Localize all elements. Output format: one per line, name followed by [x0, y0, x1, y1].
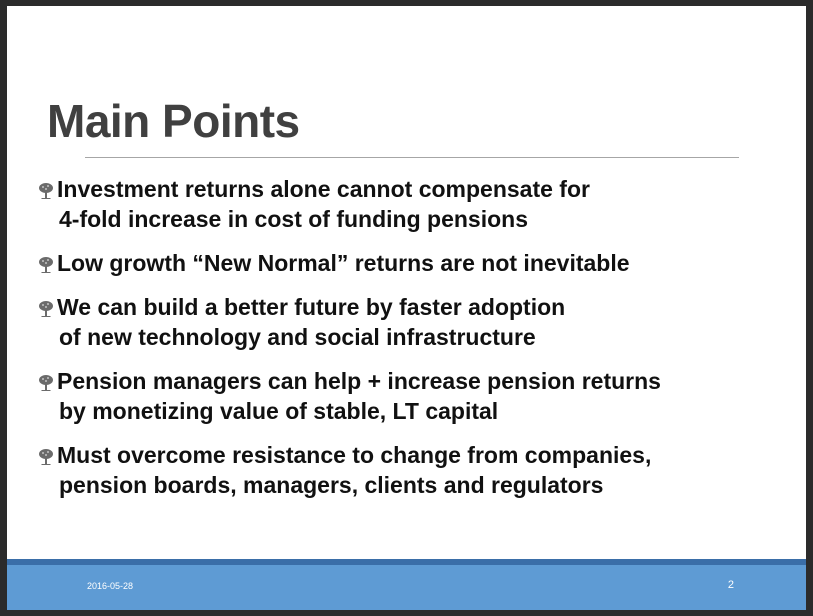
tree-icon — [37, 182, 55, 200]
bullet-point — [37, 292, 797, 352]
slide — [7, 6, 806, 610]
bullet-text-line: of new technology and social infrastructure — [59, 324, 536, 350]
bullet-text-line: pension boards, managers, clients and regulators — [59, 472, 604, 498]
title-divider — [85, 157, 739, 158]
bullet-text-line: We can build a better future by faster adoption — [57, 294, 566, 320]
bullet-text-line: 4-fold increase in cost of funding pensions — [59, 206, 528, 232]
bullet-point — [37, 248, 797, 278]
tree-icon — [37, 448, 55, 466]
bullet-text-line: Pension managers can help + increase pension returns — [57, 368, 661, 394]
tree-icon — [37, 256, 55, 274]
bullet-point — [37, 174, 797, 234]
bullet-text-line: Investment returns alone cannot compensate for — [57, 176, 590, 202]
footer-bar — [7, 565, 806, 610]
tree-icon — [37, 300, 55, 318]
bullet-text-line: Low growth “New Normal” returns are not inevitable — [57, 250, 630, 276]
bullet-point — [37, 440, 797, 500]
bullet-text-line: by monetizing value of stable, LT capital — [59, 398, 499, 424]
bullet-point — [37, 366, 797, 426]
page-number: 2 — [727, 579, 734, 591]
tree-icon — [37, 374, 55, 392]
slide-title: Main Points — [47, 95, 300, 147]
footer-date: 2016-05-28 — [87, 581, 134, 591]
bullet-text-line: Must overcome resistance to change from companies, — [57, 442, 652, 468]
bullet-list — [37, 174, 797, 514]
